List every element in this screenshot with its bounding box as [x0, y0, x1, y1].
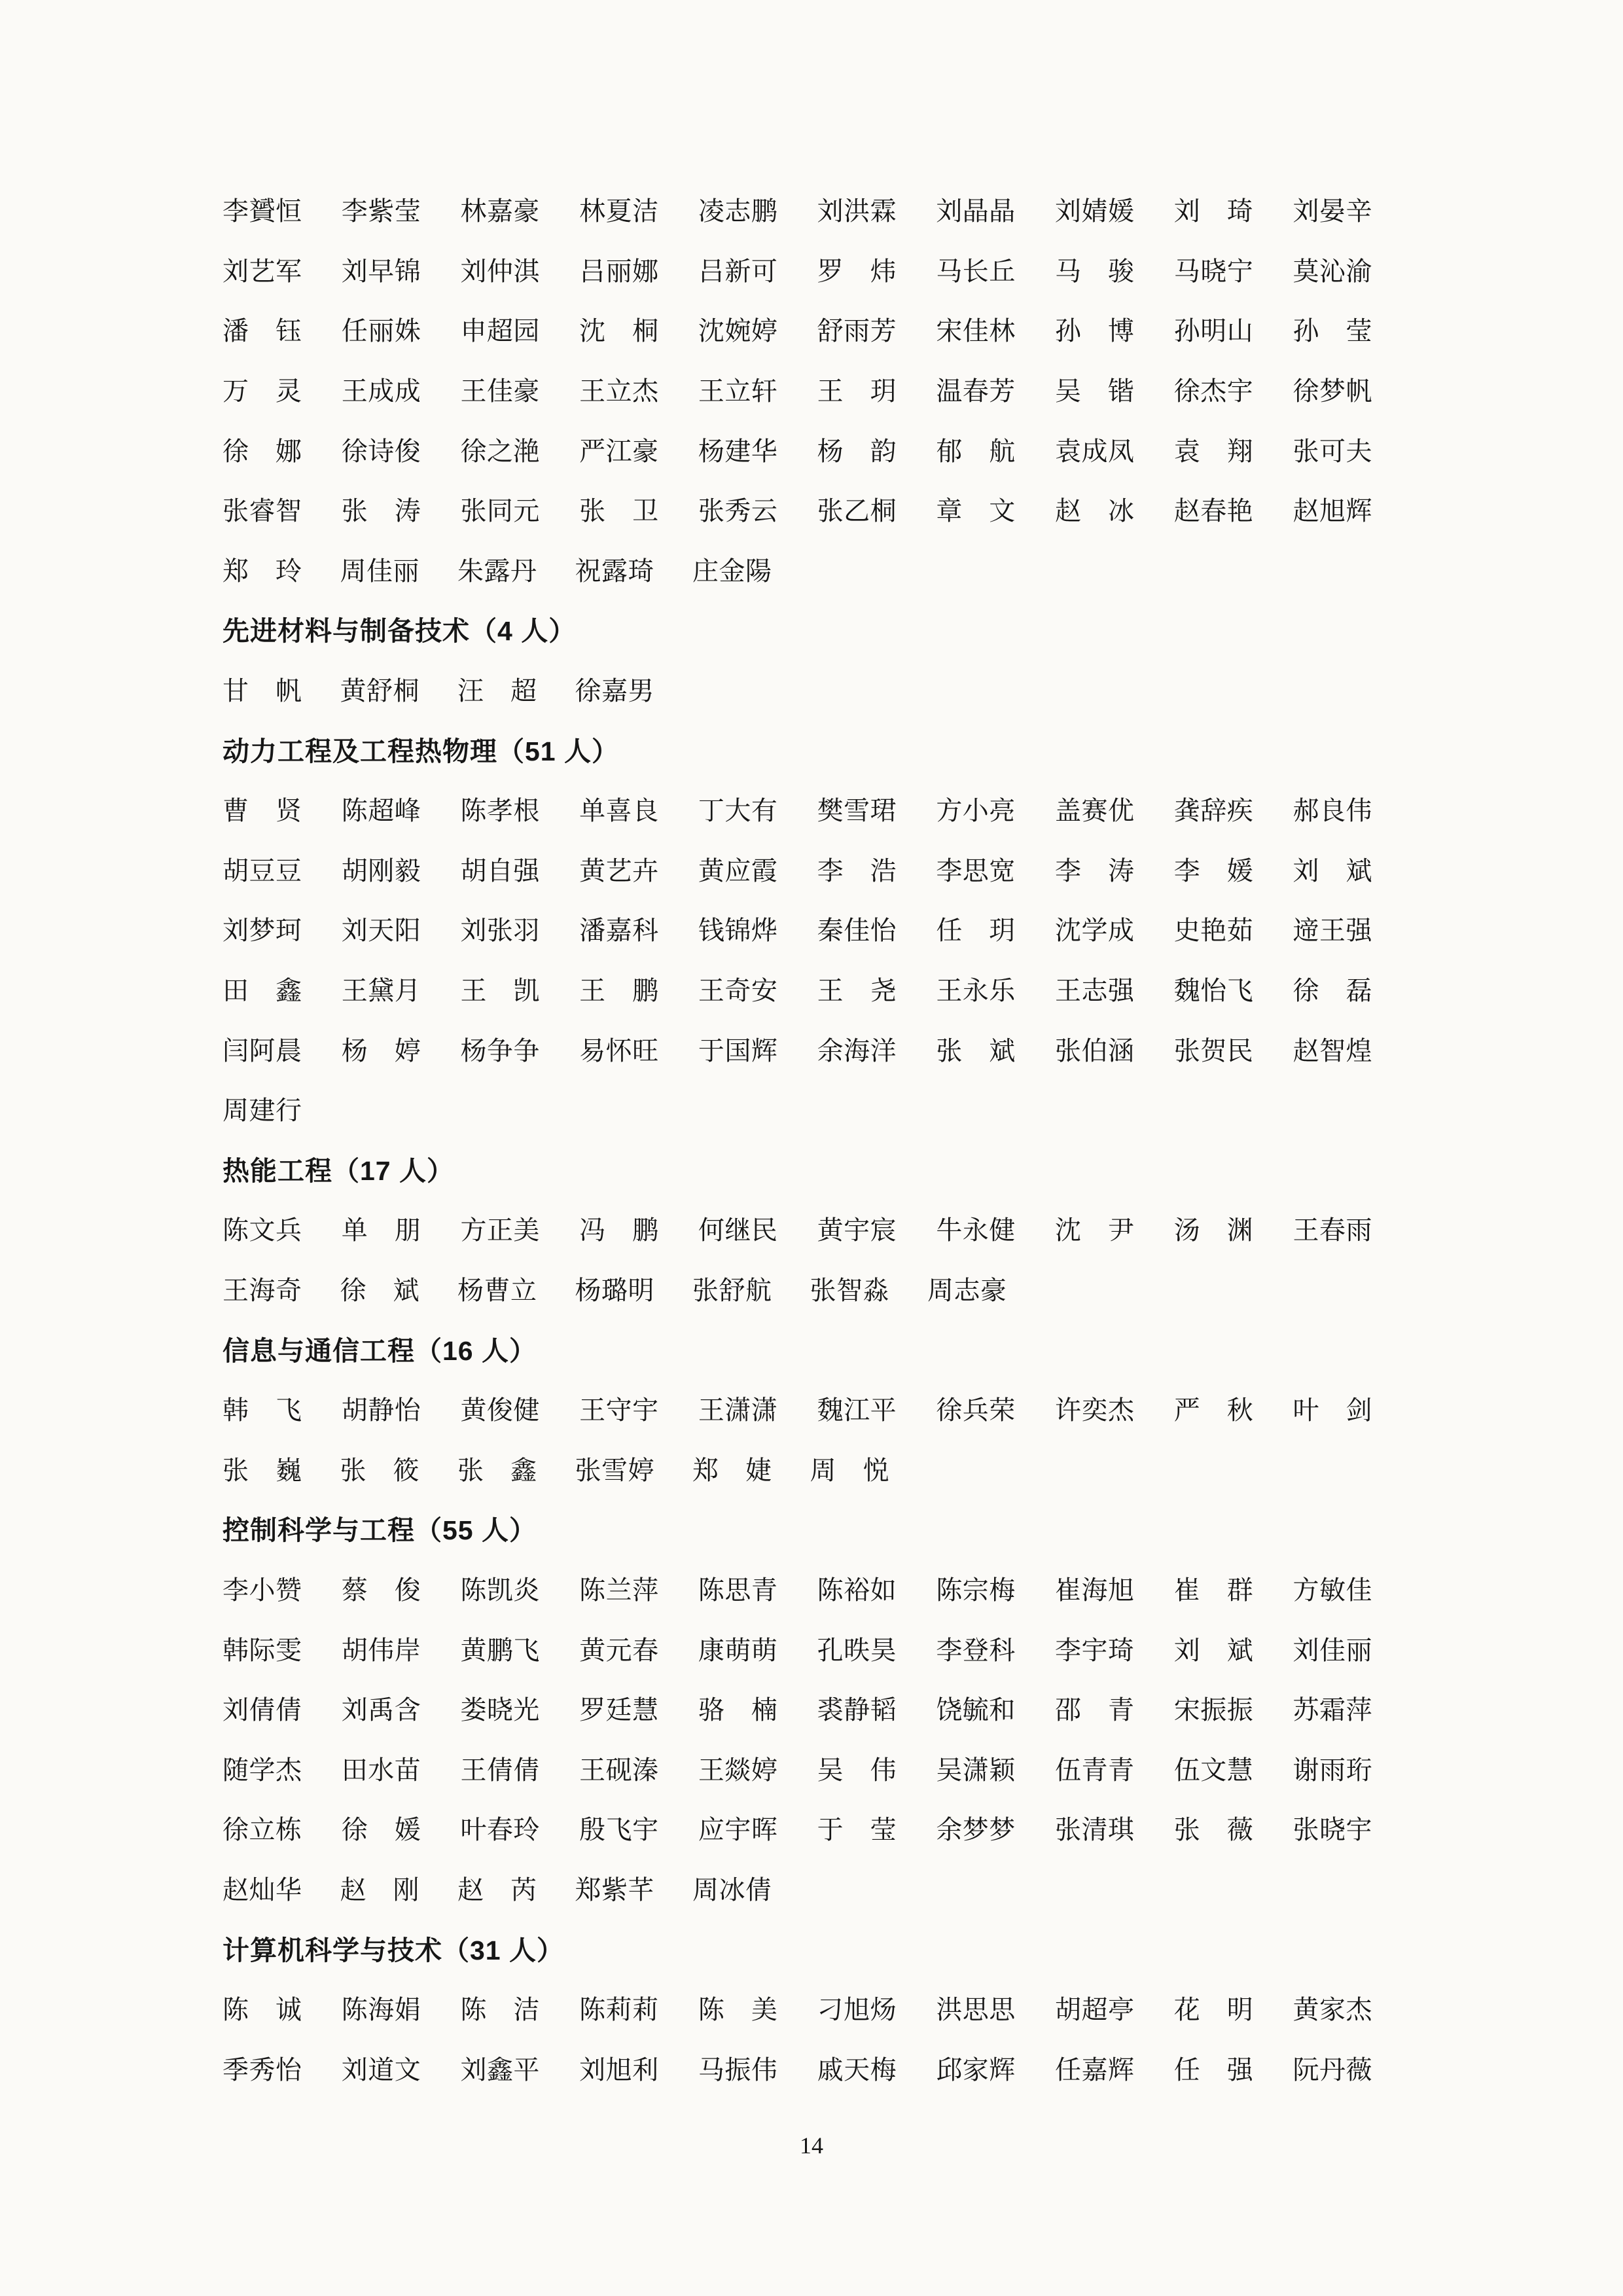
names-row: [223, 1259, 1372, 1319]
person-name: 袁 翔: [1173, 436, 1254, 466]
person-name: 吕新可: [698, 256, 778, 286]
person-name: 冯 鹏: [579, 1215, 659, 1246]
person-name: 宋振振: [1173, 1695, 1254, 1725]
person-name: 徐诗俊: [341, 436, 421, 466]
person-name: 骆 楠: [698, 1695, 778, 1725]
person-name: 吴潇颖: [936, 1755, 1016, 1785]
person-name: 严 秋: [1173, 1395, 1254, 1426]
person-name: 殷飞宇: [579, 1815, 659, 1845]
person-name: 史艳茹: [1173, 916, 1254, 946]
person-name: 曹 贤: [223, 796, 302, 826]
person-name: 孙 博: [1055, 316, 1135, 346]
person-name: 魏怡飞: [1173, 976, 1254, 1006]
person-name: 叶春玲: [460, 1815, 540, 1845]
person-name: 王志强: [1055, 976, 1135, 1006]
person-name: 方小亮: [936, 796, 1016, 826]
person-name: 张同元: [460, 496, 540, 526]
person-name: 李 浩: [817, 855, 897, 886]
person-name: 赵旭辉: [1293, 496, 1372, 526]
person-name: 蔡 俊: [341, 1575, 421, 1605]
person-name: 杨建华: [698, 436, 778, 466]
person-name: 刘 斌: [1293, 855, 1372, 886]
person-name: 樊雪珺: [817, 796, 897, 826]
person-name: 朱露丹: [457, 556, 537, 586]
person-name: 刘仲淇: [460, 256, 540, 286]
names-row: [223, 899, 1372, 959]
person-name: 王海奇: [223, 1275, 302, 1305]
person-name: 万 灵: [223, 376, 302, 406]
person-name: 凌志鹏: [698, 196, 778, 226]
person-name: 徐 斌: [340, 1275, 419, 1305]
person-name: 徐 媛: [341, 1815, 421, 1845]
person-name: 康萌萌: [698, 1635, 778, 1665]
person-name: 任嘉辉: [1055, 2054, 1135, 2085]
person-name: 马 骏: [1055, 256, 1135, 286]
page-number: 14: [800, 2132, 823, 2159]
person-name: 杨争争: [460, 1035, 540, 1066]
person-name: 于国辉: [698, 1035, 778, 1066]
person-name: 徐杰宇: [1173, 376, 1254, 406]
person-name: 郁 航: [936, 436, 1016, 466]
person-name: 徐立栋: [223, 1815, 302, 1845]
person-name: 王佳豪: [460, 376, 540, 406]
person-name: 魏江平: [817, 1395, 897, 1426]
person-name: 杨璐明: [575, 1275, 654, 1305]
names-row: [223, 1678, 1372, 1738]
person-name: 伍青青: [1055, 1755, 1135, 1785]
person-name: 刘婧媛: [1055, 196, 1135, 226]
section-header: 先进材料与制备技术（4 人）: [223, 616, 577, 647]
person-name: 孔昳昊: [817, 1635, 897, 1665]
person-name: 潘嘉科: [579, 916, 659, 946]
person-name: 马晓宁: [1173, 256, 1254, 286]
person-name: 谢雨珩: [1293, 1755, 1372, 1785]
person-name: 盖赛优: [1055, 796, 1135, 826]
person-name: 任 玥: [936, 916, 1016, 946]
section-header: 信息与通信工程（16 人）: [223, 1335, 537, 1366]
person-name: 李 涛: [1055, 855, 1135, 886]
person-name: 周佳丽: [340, 556, 419, 586]
person-name: 于 莹: [817, 1815, 897, 1845]
person-name: 周志豪: [927, 1275, 1007, 1305]
person-name: 赵 芮: [457, 1874, 537, 1905]
person-name: 黄宇宸: [817, 1215, 897, 1246]
person-name: 黄元春: [579, 1635, 659, 1665]
person-name: 王 鹏: [579, 976, 659, 1006]
person-name: 徐 娜: [223, 436, 302, 466]
person-name: 郑 玲: [223, 556, 302, 586]
names-row: [223, 299, 1372, 359]
person-name: 何继民: [698, 1215, 778, 1246]
person-name: 刘禹含: [341, 1695, 421, 1725]
names-row: [223, 1438, 1372, 1498]
person-name: 吴 伟: [817, 1755, 897, 1785]
person-name: 方正美: [460, 1215, 540, 1246]
person-name: 徐梦帆: [1293, 376, 1372, 406]
person-name: 饶毓和: [936, 1695, 1016, 1725]
names-row: [223, 1858, 1372, 1918]
section-header: 计算机科学与技术（31 人）: [223, 1935, 564, 1965]
person-name: 张 鑫: [457, 1455, 537, 1485]
person-name: 刘佳丽: [1293, 1635, 1372, 1665]
person-name: 陈凯炎: [460, 1575, 540, 1605]
person-name: 王立轩: [698, 376, 778, 406]
names-row: [223, 1738, 1372, 1798]
person-name: 花 明: [1173, 1995, 1254, 2025]
person-name: 周建行: [223, 1096, 302, 1126]
section-header: 控制科学与工程（55 人）: [223, 1515, 537, 1546]
person-name: 徐之滟: [460, 436, 540, 466]
person-name: 张 涛: [341, 496, 421, 526]
person-name: 刘道文: [341, 2054, 421, 2085]
person-name: 苏霜萍: [1293, 1695, 1372, 1725]
person-name: 周冰倩: [692, 1874, 772, 1905]
person-name: 陈宗梅: [936, 1575, 1016, 1605]
person-name: 钱锦烨: [698, 916, 778, 946]
person-name: 刘倩倩: [223, 1695, 302, 1725]
person-name: 刘天阳: [341, 916, 421, 946]
person-name: 孙 莹: [1293, 316, 1372, 346]
person-name: 甘 帆: [223, 676, 302, 706]
person-name: 赵灿华: [223, 1874, 302, 1905]
person-name: 王燚婷: [698, 1755, 778, 1785]
person-name: 刁旭炀: [817, 1995, 897, 2025]
person-name: 李思宽: [936, 855, 1016, 886]
person-name: 严江豪: [579, 436, 659, 466]
person-name: 崔海旭: [1055, 1575, 1135, 1605]
person-name: 张 巍: [223, 1455, 302, 1485]
person-name: 黄舒桐: [340, 676, 419, 706]
person-name: 郝良伟: [1293, 796, 1372, 826]
person-name: 张乙桐: [817, 496, 897, 526]
person-name: 舒雨芳: [817, 316, 897, 346]
person-name: 刘晏辛: [1293, 196, 1372, 226]
person-name: 韩 飞: [223, 1395, 302, 1426]
person-name: 章 文: [936, 496, 1016, 526]
person-name: 林嘉豪: [460, 196, 540, 226]
person-name: 张伯涵: [1055, 1035, 1135, 1066]
person-name: 徐兵荣: [936, 1395, 1016, 1426]
person-name: 刘 琦: [1173, 196, 1254, 226]
person-name: 牛永健: [936, 1215, 1016, 1246]
person-name: 单喜良: [579, 796, 659, 826]
names-row: [223, 240, 1372, 300]
person-name: 庄金陽: [692, 556, 772, 586]
names-row: [223, 1798, 1372, 1858]
person-name: 秦佳怡: [817, 916, 897, 946]
person-name: 张晓宇: [1293, 1815, 1372, 1845]
person-name: 季秀怡: [223, 2054, 302, 2085]
person-name: 宋佳林: [936, 316, 1016, 346]
person-name: 赵 刚: [340, 1874, 419, 1905]
person-name: 应宇晖: [698, 1815, 778, 1845]
person-name: 张 卫: [579, 496, 659, 526]
person-name: 王 玥: [817, 376, 897, 406]
person-name: 张清琪: [1055, 1815, 1135, 1845]
person-name: 刘晶晶: [936, 196, 1016, 226]
person-name: 张 薇: [1173, 1815, 1254, 1845]
person-name: 刘梦珂: [223, 916, 302, 946]
person-name: 随学杰: [223, 1755, 302, 1785]
person-name: 任 强: [1173, 2054, 1254, 2085]
person-name: 刘鑫平: [460, 2054, 540, 2085]
person-name: 李 媛: [1173, 855, 1254, 886]
person-name: 易怀旺: [579, 1035, 659, 1066]
person-name: 王倩倩: [460, 1755, 540, 1785]
names-row: [223, 2037, 1372, 2098]
person-name: 刘 斌: [1173, 1635, 1254, 1665]
person-name: 余梦梦: [936, 1815, 1016, 1845]
person-name: 王 凯: [460, 976, 540, 1006]
person-name: 陈超峰: [341, 796, 421, 826]
section-header: 热能工程（17 人）: [223, 1155, 454, 1186]
person-name: 邱家辉: [936, 2054, 1016, 2085]
person-name: 刘早锦: [341, 256, 421, 286]
person-name: 韩际雯: [223, 1635, 302, 1665]
section-header: 动力工程及工程热物理（51 人）: [223, 736, 619, 766]
person-name: 罗廷慧: [579, 1695, 659, 1725]
names-row: [223, 479, 1372, 539]
person-name: 任丽姝: [341, 316, 421, 346]
person-name: 张秀云: [698, 496, 778, 526]
person-name: 马振伟: [698, 2054, 778, 2085]
person-name: 戚天梅: [817, 2054, 897, 2085]
person-name: 王守宇: [579, 1395, 659, 1426]
person-name: 张 筱: [340, 1455, 419, 1485]
person-name: 洪思思: [936, 1995, 1016, 2025]
person-name: 王黛月: [341, 976, 421, 1006]
person-name: 李登科: [936, 1635, 1016, 1665]
person-name: 丁大有: [698, 796, 778, 826]
person-name: 裘静韬: [817, 1695, 897, 1725]
person-name: 郑紫芊: [575, 1874, 654, 1905]
person-name: 叶 剑: [1293, 1395, 1372, 1426]
person-name: 张智淼: [810, 1275, 889, 1305]
person-name: 娄晓光: [460, 1695, 540, 1725]
person-name: 赵 冰: [1055, 496, 1135, 526]
person-name: 赵智煌: [1293, 1035, 1372, 1066]
person-name: 王奇安: [698, 976, 778, 1006]
person-name: 王成成: [341, 376, 421, 406]
person-name: 黄鹏飞: [460, 1635, 540, 1665]
person-name: 王 尧: [817, 976, 897, 1006]
text-content: [223, 179, 1372, 2098]
person-name: 胡豆豆: [223, 855, 302, 886]
person-name: 黄应霞: [698, 855, 778, 886]
person-name: 黄俊健: [460, 1395, 540, 1426]
person-name: 潘 钰: [223, 316, 302, 346]
names-row: [223, 659, 1372, 719]
person-name: 遆王强: [1293, 916, 1372, 946]
names-row: [223, 539, 1372, 600]
person-name: 李紫莹: [341, 196, 421, 226]
person-name: 申超园: [460, 316, 540, 346]
person-name: 徐嘉男: [575, 676, 654, 706]
person-name: 周 悦: [810, 1455, 889, 1485]
person-name: 汤 渊: [1173, 1215, 1254, 1246]
person-name: 王立杰: [579, 376, 659, 406]
person-name: 王潇潇: [698, 1395, 778, 1426]
person-name: 沈学成: [1055, 916, 1135, 946]
person-name: 汪 超: [457, 676, 537, 706]
person-name: 刘艺军: [223, 256, 302, 286]
person-name: 张雪婷: [575, 1455, 654, 1485]
names-row: [223, 419, 1372, 479]
person-name: 刘洪霖: [817, 196, 897, 226]
person-name: 徐 磊: [1293, 976, 1372, 1006]
person-name: 刘旭利: [579, 2054, 659, 2085]
person-name: 杨 韵: [817, 436, 897, 466]
person-name: 胡静怡: [341, 1395, 421, 1426]
names-row: [223, 779, 1372, 839]
person-name: 黄家杰: [1293, 1995, 1372, 2025]
person-name: 胡超亭: [1055, 1995, 1135, 2025]
person-name: 罗 炜: [817, 256, 897, 286]
person-name: 闫阿晨: [223, 1035, 302, 1066]
person-name: 张可夫: [1293, 436, 1372, 466]
person-name: 邵 青: [1055, 1695, 1135, 1725]
names-row: [223, 1198, 1372, 1259]
person-name: 伍文慧: [1173, 1755, 1254, 1785]
person-name: 胡伟岸: [341, 1635, 421, 1665]
person-name: 温春芳: [936, 376, 1016, 406]
person-name: 沈婉婷: [698, 316, 778, 346]
person-name: 孙明山: [1173, 316, 1254, 346]
person-name: 陈莉莉: [579, 1995, 659, 2025]
person-name: 崔 群: [1173, 1575, 1254, 1605]
person-name: 陈海娟: [341, 1995, 421, 2025]
person-name: 黄艺卉: [579, 855, 659, 886]
person-name: 田水苗: [341, 1755, 421, 1785]
person-name: 祝露琦: [575, 556, 654, 586]
person-name: 阮丹薇: [1293, 2054, 1372, 2085]
person-name: 王永乐: [936, 976, 1016, 1006]
person-name: 陈孝根: [460, 796, 540, 826]
person-name: 许奕杰: [1055, 1395, 1135, 1426]
person-name: 田 鑫: [223, 976, 302, 1006]
person-name: 王春雨: [1293, 1215, 1372, 1246]
person-name: 陈兰萍: [579, 1575, 659, 1605]
names-row: [223, 959, 1372, 1019]
person-name: 郑 婕: [692, 1455, 772, 1485]
person-name: 方敏佳: [1293, 1575, 1372, 1605]
person-name: 陈文兵: [223, 1215, 302, 1246]
person-name: 李小赞: [223, 1575, 302, 1605]
person-name: 吴 锴: [1055, 376, 1135, 406]
person-name: 林夏洁: [579, 196, 659, 226]
person-name: 沈 桐: [579, 316, 659, 346]
person-name: 王砚溱: [579, 1755, 659, 1785]
names-row: [223, 839, 1372, 899]
person-name: 张 斌: [936, 1035, 1016, 1066]
names-row: [223, 1018, 1372, 1079]
person-name: 单 朋: [341, 1215, 421, 1246]
person-name: 李贇恒: [223, 196, 302, 226]
person-name: 李宇琦: [1055, 1635, 1135, 1665]
person-name: 陈裕如: [817, 1575, 897, 1605]
person-name: 胡自强: [460, 855, 540, 886]
person-name: 陈思青: [698, 1575, 778, 1605]
person-name: 陈 美: [698, 1995, 778, 2025]
names-row: [223, 1378, 1372, 1439]
person-name: 马长丘: [936, 256, 1016, 286]
person-name: 刘张羽: [460, 916, 540, 946]
names-row: [223, 1978, 1372, 2038]
names-row: [223, 1558, 1372, 1619]
person-name: 吕丽娜: [579, 256, 659, 286]
person-name: 杨曹立: [457, 1275, 537, 1305]
names-row: [223, 179, 1372, 240]
person-name: 陈 诚: [223, 1995, 302, 2025]
names-row: [223, 1618, 1372, 1678]
person-name: 龚辞疾: [1173, 796, 1254, 826]
person-name: 胡刚毅: [341, 855, 421, 886]
person-name: 陈 洁: [460, 1995, 540, 2025]
person-name: 张睿智: [223, 496, 302, 526]
names-row: [223, 1079, 1372, 1139]
person-name: 张贺民: [1173, 1035, 1254, 1066]
person-name: 沈 尹: [1055, 1215, 1135, 1246]
names-row: [223, 359, 1372, 420]
person-name: 赵春艳: [1173, 496, 1254, 526]
person-name: 袁成凤: [1055, 436, 1135, 466]
person-name: 余海洋: [817, 1035, 897, 1066]
person-name: 张舒航: [692, 1275, 772, 1305]
person-name: 莫沁渝: [1293, 256, 1372, 286]
person-name: 杨 婷: [341, 1035, 421, 1066]
